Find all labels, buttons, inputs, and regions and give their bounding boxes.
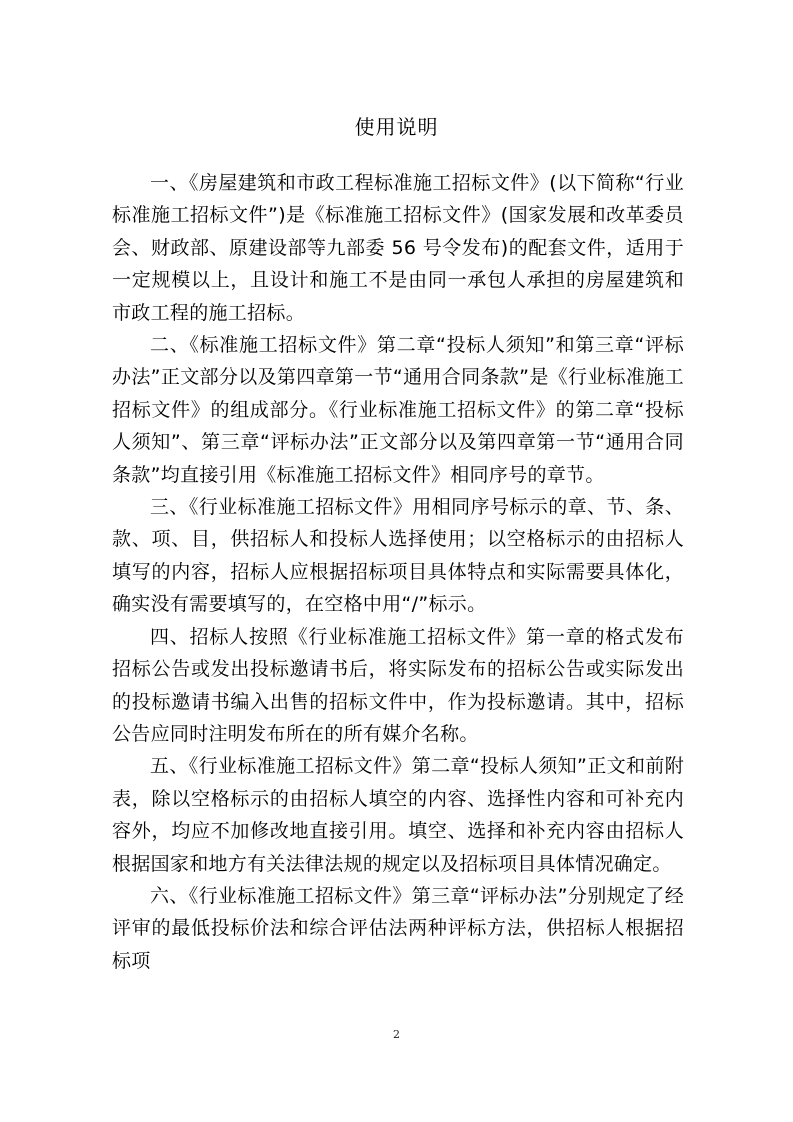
- paragraph-4: 四、招标人按照《行业标准施工招标文件》第一章的格式发布招标公告或发出投标邀请书后，将实际发布的招标公告或实际发出的投标邀请书编入出售的招标文件中，作为投标邀请。其中，招标公告应同时注明发布所在的所有媒介名称。: [112, 625, 684, 745]
- paragraph-6: 六、《行业标准施工招标文件》第三章“评标办法”分别规定了经评审的最低投标价法和综合评估法两种评标方法，供招标人根据招标项: [112, 884, 684, 972]
- paragraph-3: 三、《行业标准施工招标文件》用相同序号标示的章、节、条、款、项、目，供招标人和投标人选择使用；以空格标示的由招标人填写的内容，招标人应根据招标项目具体特点和实际需要具体化，确实没有需要填写的，在空格中用“/”标示。: [112, 496, 684, 616]
- page-title: 使用说明: [354, 115, 439, 139]
- paragraph-5: 五、《行业标准施工招标文件》第二章“投标人须知”正文和前附表，除以空格标示的由招标人填空的内容、选择性内容和可补充内容外，均应不加修改地直接引用。填空、选择和补充内容由招标人根据国家和地方有关法律法规的规定以及招标项目具体情况确定。: [112, 755, 684, 875]
- paragraph-1: 一、《房屋建筑和市政工程标准施工招标文件》(以下简称“行业标准施工招标文件”)是《标准施工招标文件》(国家发展和改革委员会、财政部、原建设部等九部委 56 号令发布)的配套文件，适用于一定规模以上，且设计和施工不是由同一承包人承担的房屋建筑和市政工程的施工招标。: [112, 172, 684, 324]
- document-body: [112, 167, 684, 977]
- paragraph-2: 二、《标准施工招标文件》第二章“投标人须知”和第三章“评标办法”正文部分以及第四章第一节“通用合同条款”是《行业标准施工招标文件》的组成部分。《行业标准施工招标文件》的第二章“投标人须知”、第三章“评标办法”正文部分以及第四章第一节“通用合同条款”均直接引用《标准施工招标文件》相同序号的章节。: [112, 334, 684, 486]
- page-number: 2: [393, 1028, 400, 1041]
